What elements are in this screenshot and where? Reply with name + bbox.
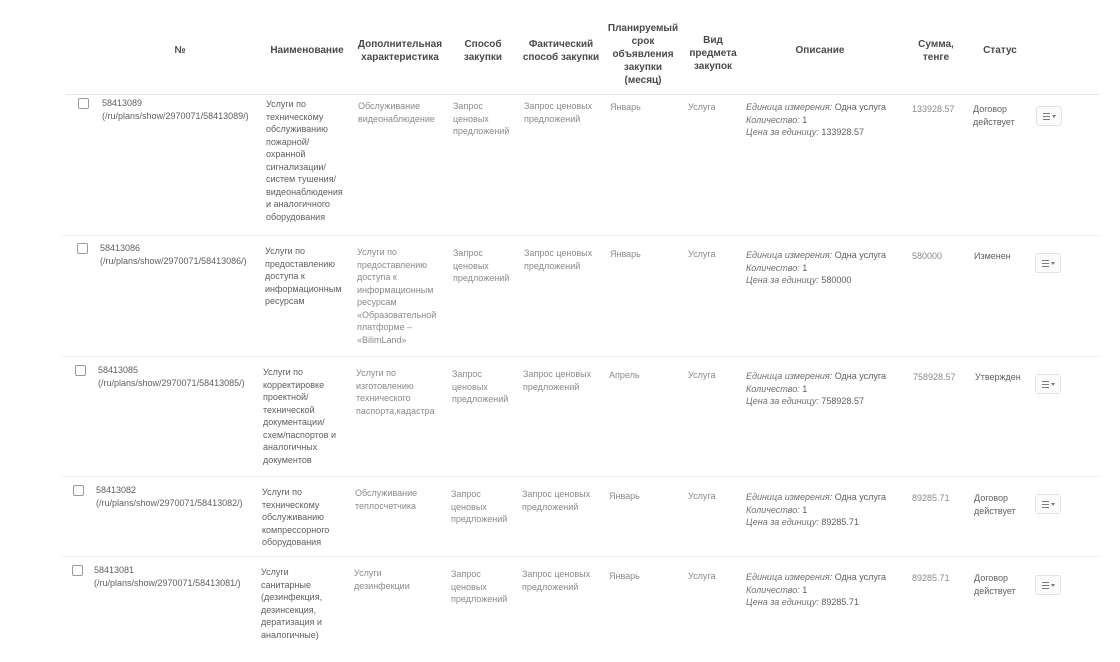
item-sum: 89285.71 bbox=[912, 493, 950, 503]
caret-down-icon bbox=[1052, 115, 1056, 118]
caret-down-icon bbox=[1051, 503, 1055, 506]
header-description: Описание bbox=[795, 44, 845, 56]
row-menu-button[interactable] bbox=[1036, 106, 1062, 126]
hamburger-icon bbox=[1043, 113, 1050, 120]
row-menu-button[interactable] bbox=[1035, 253, 1061, 273]
plan-id[interactable]: 58413081 (/ru/plans/show/2970071/58413081/) bbox=[94, 565, 241, 588]
header-sum: Сумма, тенге bbox=[918, 39, 954, 63]
item-subject: Услуга bbox=[688, 370, 716, 380]
item-sum: 580000 bbox=[912, 251, 943, 261]
status-badge: Изменен bbox=[974, 251, 1011, 261]
item-description: Единица измерения: Одна услуга Количество: 1 Цена за единицу: 133928.57 bbox=[746, 102, 887, 137]
item-extra: Услуги дезинфекции bbox=[354, 568, 410, 591]
caret-down-icon bbox=[1051, 584, 1055, 587]
plan-id[interactable]: 58413089 (/ru/plans/show/2970071/58413089/) bbox=[102, 98, 249, 121]
header-extra: Дополнительная характеристика bbox=[357, 39, 443, 63]
hamburger-icon bbox=[1042, 381, 1049, 388]
item-month: Январь bbox=[610, 102, 641, 112]
row-checkbox[interactable] bbox=[72, 565, 83, 576]
item-name: Услуги по техническому обслуживанию пожарной/ охранной сигнализации/ систем тушения/ видеонаблюдения и аналогичного оборудования bbox=[266, 99, 343, 222]
header-planned-month: Планируемый срок объявления закупки (месяц) bbox=[607, 22, 679, 86]
item-month: Январь bbox=[609, 491, 640, 501]
row-menu-button[interactable] bbox=[1035, 494, 1061, 514]
caret-down-icon bbox=[1051, 383, 1055, 386]
item-sum: 758928.57 bbox=[913, 372, 956, 382]
item-method: Запрос ценовых предложений bbox=[453, 248, 510, 283]
plan-id[interactable]: 58413082 (/ru/plans/show/2970071/58413082/) bbox=[96, 485, 243, 508]
item-description: Единица измерения: Одна услуга Количество: 1 Цена за единицу: 89285.71 bbox=[746, 572, 887, 607]
item-method: Запрос ценовых предложений bbox=[452, 369, 509, 404]
status-badge: Договор действует bbox=[973, 104, 1015, 127]
item-sum: 89285.71 bbox=[912, 573, 950, 583]
item-month: Апрель bbox=[609, 370, 640, 380]
row-checkbox[interactable] bbox=[75, 365, 86, 376]
row-divider bbox=[62, 356, 1100, 357]
item-subject: Услуга bbox=[688, 491, 716, 501]
hamburger-icon bbox=[1042, 501, 1049, 508]
item-description: Единица измерения: Одна услуга Количество: 1 Цена за единицу: 580000 bbox=[746, 250, 887, 285]
item-subject: Услуга bbox=[688, 249, 716, 259]
status-badge: Договор действует bbox=[974, 493, 1016, 516]
row-divider bbox=[62, 556, 1100, 557]
caret-down-icon bbox=[1051, 262, 1055, 265]
plan-id[interactable]: 58413085 (/ru/plans/show/2970071/58413085/) bbox=[98, 365, 245, 388]
header-subject-type: Вид предмета закупок bbox=[689, 34, 737, 72]
item-method: Запрос ценовых предложений bbox=[451, 569, 508, 604]
item-actual-method: Запрос ценовых предложений bbox=[523, 369, 592, 392]
item-description: Единица измерения: Одна услуга Количество: 1 Цена за единицу: 89285.71 bbox=[746, 492, 887, 527]
item-sum: 133928.57 bbox=[912, 104, 955, 114]
item-actual-method: Запрос ценовых предложений bbox=[522, 489, 591, 512]
item-month: Январь bbox=[609, 571, 640, 581]
row-divider bbox=[62, 476, 1100, 477]
item-extra: Услуги по изготовлению технического паспорта,кадастра bbox=[356, 368, 435, 416]
hamburger-icon bbox=[1042, 260, 1049, 267]
header-actual-method: Фактический способ закупки bbox=[522, 39, 600, 63]
item-extra: Обслуживание видеонаблюдение bbox=[358, 101, 435, 124]
item-name: Услуги по техническому обслуживанию компрессорного оборудования bbox=[262, 487, 330, 547]
item-extra: Услуги по предоставлению доступа к информационным ресурсам «Образовательной платформе – «BilimLand» bbox=[357, 247, 437, 345]
plan-id[interactable]: 58413086 (/ru/plans/show/2970071/58413086/) bbox=[100, 243, 247, 266]
item-name: Услуги санитарные (дезинфекция, дезинсекция, дератизация и аналогичные) bbox=[261, 567, 323, 640]
item-subject: Услуга bbox=[688, 102, 716, 112]
item-subject: Услуга bbox=[688, 571, 716, 581]
item-method: Запрос ценовых предложений bbox=[451, 489, 508, 524]
item-name: Услуги по корректировке проектной/ технической документации/ схем/паспортов и аналогичных документов bbox=[263, 367, 336, 465]
header-number: № bbox=[174, 44, 186, 56]
item-method: Запрос ценовых предложений bbox=[453, 101, 510, 136]
header-status: Статус bbox=[983, 44, 1017, 56]
item-month: Январь bbox=[610, 249, 641, 259]
item-description: Единица измерения: Одна услуга Количество: 1 Цена за единицу: 758928.57 bbox=[746, 371, 887, 406]
row-menu-button[interactable] bbox=[1035, 575, 1061, 595]
item-actual-method: Запрос ценовых предложений bbox=[522, 569, 591, 592]
row-menu-button[interactable] bbox=[1035, 374, 1061, 394]
status-badge: Утвержден bbox=[975, 372, 1021, 382]
row-checkbox[interactable] bbox=[73, 485, 84, 496]
row-checkbox[interactable] bbox=[77, 243, 88, 254]
item-actual-method: Запрос ценовых предложений bbox=[524, 101, 593, 124]
item-name: Услуги по предоставлению доступа к информационным ресурсам bbox=[265, 246, 342, 306]
row-divider bbox=[62, 235, 1100, 236]
hamburger-icon bbox=[1042, 582, 1049, 589]
item-actual-method: Запрос ценовых предложений bbox=[524, 248, 593, 271]
item-extra: Обслуживание теплосчетчика bbox=[355, 488, 418, 511]
header-divider bbox=[66, 94, 1100, 95]
header-name: Наименование bbox=[270, 44, 344, 56]
row-checkbox[interactable] bbox=[78, 98, 89, 109]
status-badge: Договор действует bbox=[974, 573, 1016, 596]
header-method: Способ закупки bbox=[463, 39, 503, 63]
